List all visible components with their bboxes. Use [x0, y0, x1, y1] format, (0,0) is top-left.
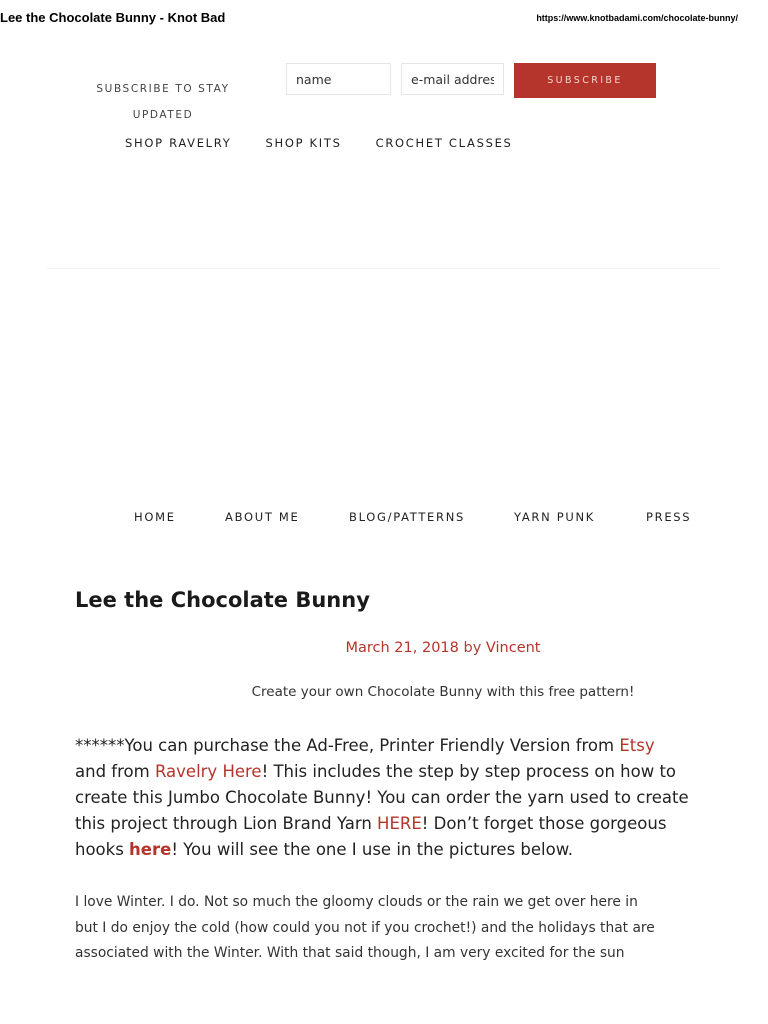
- p1-text-d: create this Jumbo Chocolate Bunny! You can order the yarn used to create: [75, 788, 689, 807]
- p1-text-c: ! This includes the step by step process on how to: [261, 762, 677, 781]
- p2-line1: I love Winter. I do. Not so much the gloomy clouds or the rain we get over here in: [75, 894, 638, 910]
- top-nav-crochet-classes[interactable]: CROCHET CLASSES: [375, 136, 513, 150]
- nav-blog-patterns[interactable]: BLOG/PATTERNS: [349, 510, 466, 524]
- nav-press[interactable]: PRESS: [646, 510, 692, 524]
- winter-paragraph: [75, 890, 655, 967]
- document-url: https://www.knotbadami.com/chocolate-bunny/: [536, 13, 738, 23]
- nav-yarn-punk[interactable]: YARN PUNK: [514, 510, 596, 524]
- post-intro: Create your own Chocolate Bunny with this free pattern!: [251, 684, 635, 700]
- post-title: Lee the Chocolate Bunny: [75, 588, 370, 612]
- top-nav-shop-ravelry[interactable]: SHOP RAVELRY: [125, 136, 232, 150]
- email-input[interactable]: [401, 63, 504, 95]
- web-page: [47, 36, 720, 991]
- p2-line2: but I do enjoy the cold (how could you not if you crochet!) and the holidays that are: [75, 919, 655, 936]
- p1-text-f: ! Don’t forget those gorgeous: [421, 814, 667, 833]
- nav-home[interactable]: HOME: [134, 510, 176, 524]
- purchase-paragraph: [75, 733, 689, 863]
- subscribe-label-line2: UPDATED: [132, 109, 194, 121]
- p1-text-g: hooks: [75, 840, 130, 859]
- post-by-label: by: [463, 640, 482, 656]
- lion-brand-link[interactable]: HERE: [377, 814, 422, 833]
- ravelry-link[interactable]: Ravelry Here: [154, 762, 262, 781]
- subscribe-label: [93, 76, 233, 128]
- post-meta: [47, 640, 720, 656]
- document-title: Lee the Chocolate Bunny - Knot Bad: [0, 10, 226, 25]
- p1-text-e: this project through Lion Brand Yarn: [75, 814, 378, 833]
- top-nav: [125, 136, 513, 150]
- header-divider: [47, 268, 720, 269]
- nav-about-me[interactable]: ABOUT ME: [225, 510, 300, 524]
- p1-text-a: ******You can purchase the Ad-Free, Printer Friendly Version from: [75, 736, 620, 755]
- post-author-link[interactable]: Vincent: [485, 640, 541, 656]
- subscribe-button[interactable]: SUBSCRIBE: [514, 63, 656, 98]
- p1-text-b: and from: [75, 762, 155, 781]
- post-date-link[interactable]: March 21, 2018: [345, 640, 459, 656]
- name-input[interactable]: [286, 63, 391, 95]
- p2-line3: associated with the Winter. With that said though, I am very excited for the sun: [75, 945, 625, 961]
- subscribe-label-line1: SUBSCRIBE TO STAY: [96, 83, 230, 95]
- etsy-link[interactable]: Etsy: [619, 736, 655, 755]
- print-header: [0, 10, 768, 28]
- p1-text-h: ! You will see the one I use in the pictures below.: [171, 840, 573, 859]
- top-nav-shop-kits[interactable]: SHOP KITS: [265, 136, 342, 150]
- hooks-link[interactable]: here: [129, 840, 172, 859]
